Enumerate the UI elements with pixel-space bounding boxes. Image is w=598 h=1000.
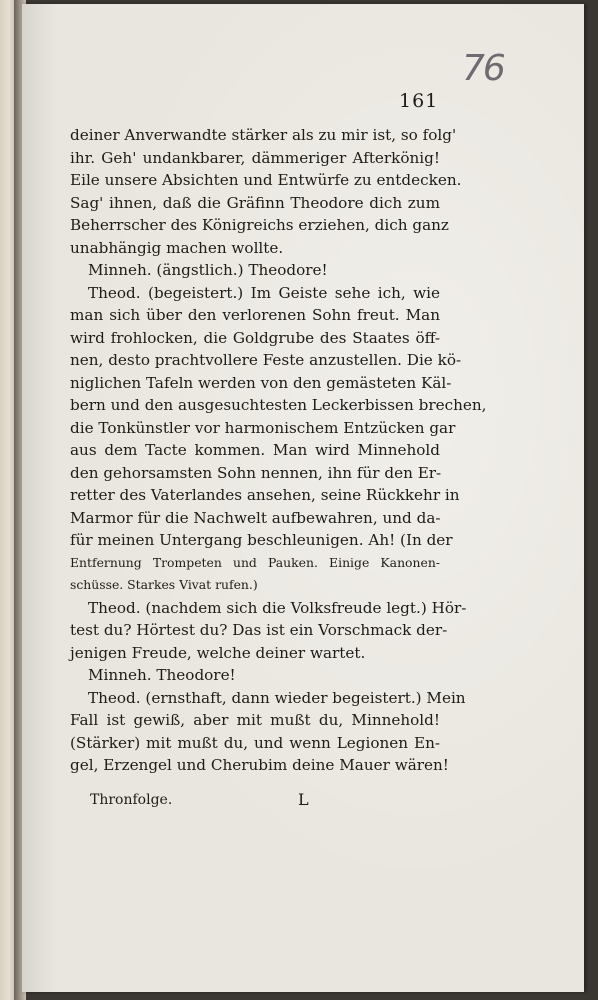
page-number: 161 <box>399 90 439 112</box>
text-line: retter des Vaterlandes ansehen, seine Rückkehr in <box>70 486 460 504</box>
text-line: (Stärker) mit mußt du, und wenn Legionen En- <box>70 733 440 752</box>
text-line: den gehorsamsten Sohn nennen, ihn für den Er- <box>70 463 442 482</box>
body-text <box>70 124 487 777</box>
text-line: Marmor für die Nachwelt aufbewahren, und da- <box>70 508 441 527</box>
text-line: für meinen Untergang beschleunigen. Ah! (In der <box>70 531 453 549</box>
text-line: test du? Hörtest du? Das ist ein Vorschmack der- <box>70 621 448 639</box>
text-line: Sag' ihnen, daß die Gräfinn Theodore dich zum <box>70 193 440 212</box>
stage-direction-line: Entfernung Trompeten und Pauken. Einige Kanonen- <box>70 554 440 570</box>
speaker-line: Theod. (ernsthaft, dann wieder begeistert.) Mein <box>88 688 466 707</box>
stage-direction-line: schüsse. Starkes Vivat rufen.) <box>70 577 258 592</box>
speaker-line: Minneh. Theodore! <box>88 666 236 684</box>
signature-mark: L <box>298 790 309 809</box>
text-line: unabhängig machen wollte. <box>70 238 284 257</box>
speaker-line: Theod. (begeistert.) Im Geiste sehe ich, wie <box>88 283 440 302</box>
text-line: man sich über den verlorenen Sohn freut. Man <box>70 306 440 324</box>
text-line: Beherrscher des Königreichs erziehen, dich ganz <box>70 216 449 234</box>
text-line: nen, desto prachtvollere Feste anzustellen. Die kö- <box>70 351 462 369</box>
text-line: bern und den ausgesuchtesten Leckerbissen brechen, <box>70 396 487 414</box>
text-line: Eile unsere Absichten und Entwürfe zu entdecken. <box>70 171 462 189</box>
pencil-folio-number: 76 <box>462 48 504 89</box>
text-line: aus dem Tacte kommen. Man wird Minnehold <box>70 441 440 459</box>
text-line: jenigen Freude, welche deiner wartet. <box>70 643 366 662</box>
speaker-line: Minneh. (ängstlich.) Theodore! <box>88 261 328 279</box>
book-page <box>22 4 584 992</box>
text-line: ihr. Geh' undankbarer, dämmeriger Afterkönig! <box>70 148 440 167</box>
text-line: die Tonkünstler vor harmonischem Entzücken gar <box>70 418 456 437</box>
text-line: Fall ist gewiß, aber mit mußt du, Minnehold! <box>70 711 440 729</box>
text-line: gel, Erzengel und Cherubim deine Mauer wären! <box>70 756 449 774</box>
catchword-signature: Thronfolge. <box>90 792 173 808</box>
speaker-line: Theod. (nachdem sich die Volksfreude legt.) Hör- <box>88 598 467 617</box>
text-line: niglichen Tafeln werden von den gemästeten Käl- <box>70 373 452 392</box>
text-line: deiner Anverwandte stärker als zu mir ist, so folg' <box>70 126 457 144</box>
text-line: wird frohlocken, die Goldgrube des Staates öff- <box>70 328 440 347</box>
